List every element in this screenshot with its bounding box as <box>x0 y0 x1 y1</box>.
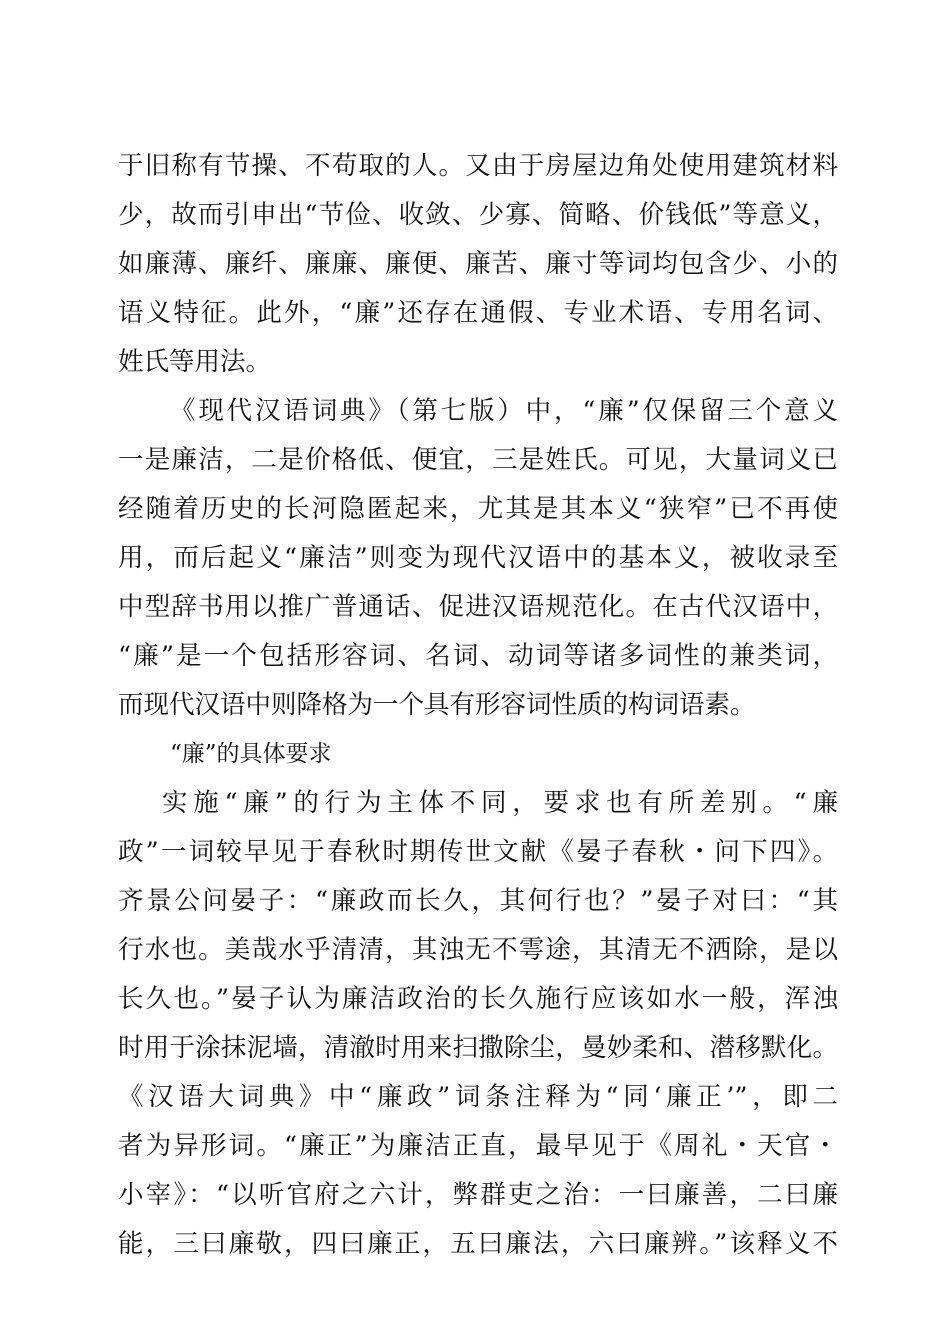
text-line: 少，故而引申出“节俭、收敛、少寡、简略、价钱低”等意义， <box>118 200 838 230</box>
text-line: 姓氏等用法。 <box>118 347 272 377</box>
text-line: 于旧称有节操、不苟取的人。又由于房屋边角处使用建筑材料 <box>118 151 838 181</box>
text-line: 者为异形词。“廉正”为廉洁正直，最早见于《周礼・天官・ <box>118 1131 838 1161</box>
text-line: 如廉薄、廉纤、廉廉、廉便、廉苦、廉寸等词均包含少、小的 <box>118 249 838 279</box>
text-line: 《现代汉语词典》（第七版）中，“廉”仅保留三个意义 <box>170 396 838 426</box>
text-line: 齐景公问晏子：“廉政而长久，其何行也？”晏子对曰：“其 <box>118 886 838 916</box>
text-line: 政”一词较早见于春秋时期传世文献《晏子春秋・问下四》。 <box>118 837 838 867</box>
text-line: 行水也。美哉水乎清清，其浊无不雩途，其清无不洒除，是以 <box>118 935 838 965</box>
text-line: 而现代汉语中则降格为一个具有形容词性质的构词语素。 <box>118 690 756 720</box>
text-line: “廉”是一个包括形容词、名词、动词等诸多词性的兼类词， <box>118 641 838 671</box>
text-line: 语义特征。此外，“廉”还存在通假、专业术语、专用名词、 <box>118 298 838 328</box>
text-line: 中型辞书用以推广普通话、促进汉语规范化。在古代汉语中， <box>118 592 838 622</box>
text-line: 实施“廉”的行为主体不同，要求也有所差别。“廉 <box>162 788 838 818</box>
text-line: 《汉语大词典》中“廉政”词条注释为“同‘廉正’”，即二 <box>118 1082 838 1112</box>
text-line: 能，三曰廉敬，四曰廉正，五曰廉法，六曰廉辨。”该释义不 <box>118 1229 838 1259</box>
text-line: 长久也。”晏子认为廉洁政治的长久施行应该如水一般，浑浊 <box>118 984 838 1014</box>
text-line: 经随着历史的长河隐匿起来，尤其是其本义“狭窄”已不再使 <box>118 494 838 524</box>
text-line: 时用于涂抹泥墙，清澈时用来扫撒除尘，曼妙柔和、潜移默化。 <box>118 1033 838 1063</box>
text-line: 小宰》：“以听官府之六计，弊群吏之治：一曰廉善，二曰廉 <box>118 1180 838 1210</box>
text-line: 一是廉洁，二是价格低、便宜，三是姓氏。可见，大量词义已 <box>118 445 838 475</box>
body-text <box>118 142 838 1269</box>
section-heading: “廉”的具体要求 <box>170 741 332 767</box>
text-line: 用，而后起义“廉洁”则变为现代汉语中的基本义，被收录至 <box>118 543 838 573</box>
